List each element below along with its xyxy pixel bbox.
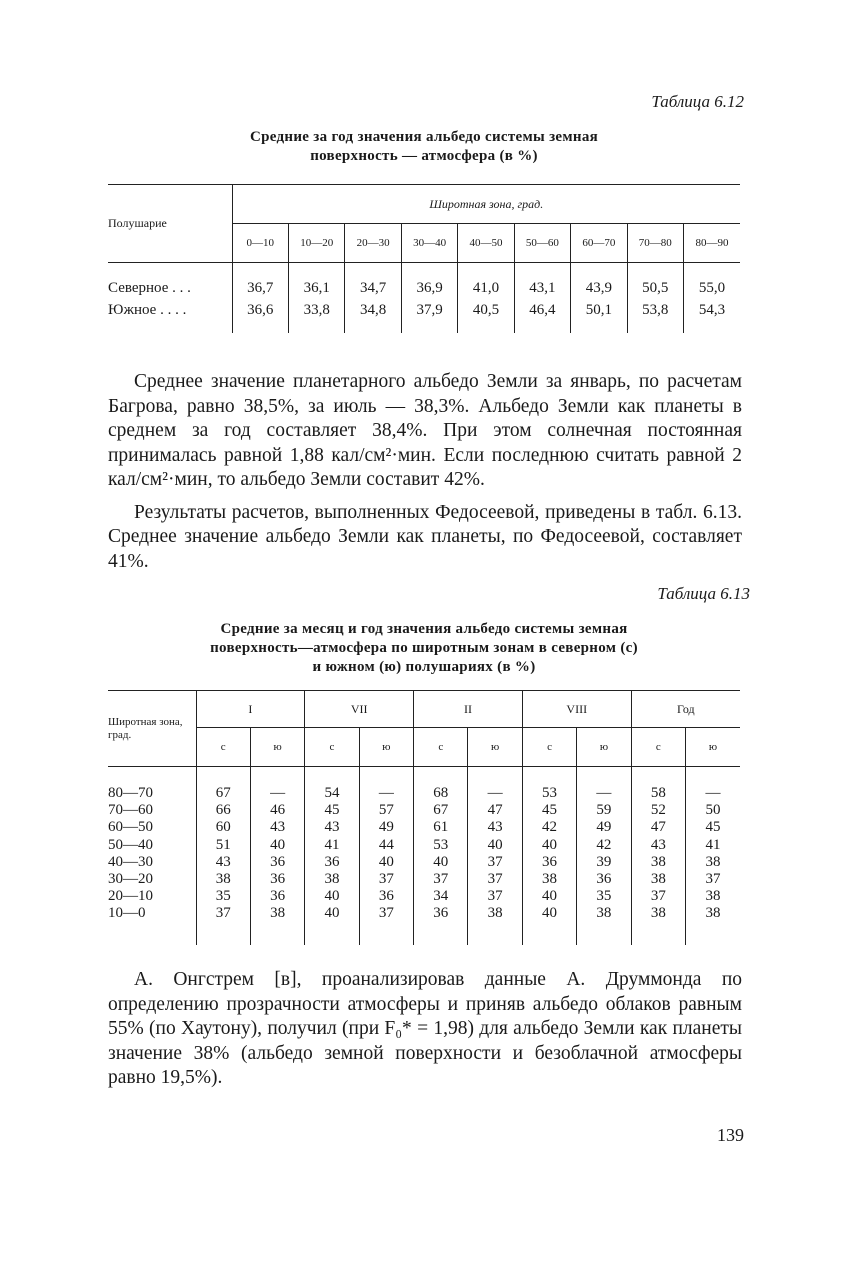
hemisphere-header: ю <box>577 728 631 767</box>
table-cell: 46 <box>250 802 304 819</box>
table-cell: 38 <box>305 871 359 888</box>
table-cell: 41 <box>686 837 740 854</box>
table-cell: 36 <box>250 888 304 905</box>
table-cell: 38 <box>196 871 250 888</box>
table-cell: 36 <box>250 871 304 888</box>
table-cell: 38 <box>577 905 631 944</box>
table-cell: 38 <box>686 854 740 871</box>
row-label: Северное . . . <box>108 279 191 296</box>
table-cell: 38 <box>631 871 685 888</box>
table-cell: 37 <box>631 888 685 905</box>
table-cell: 36,7 <box>232 263 288 300</box>
table-cell: — <box>577 767 631 803</box>
table-cell: 39 <box>577 854 631 871</box>
table-cell: — <box>686 767 740 803</box>
table-title-line: Средние за год значения альбедо системы земная <box>249 129 599 145</box>
row-label: Южное . . . . <box>108 301 187 318</box>
row-label: 30—20 <box>108 871 153 888</box>
table-cell: 35 <box>196 888 250 905</box>
hemisphere-header: с <box>414 728 468 767</box>
month-header: I <box>196 691 305 728</box>
table-cell: 43,1 <box>514 263 570 300</box>
table-cell: 46,4 <box>514 299 570 333</box>
hemisphere-header: с <box>631 728 685 767</box>
hemisphere-header: с <box>305 728 359 767</box>
table-cell: 37 <box>359 871 413 888</box>
paragraph: Среднее значение планетарного альбедо Земли за январь, по расчетам Багрова, равно 38,5%, за июль — 38,3%. Альбедо Земли как планеты в среднем за год составляет 38,4%. При этом солнечная постоянная принималась равной 1,88 кал/см²·мин. Если последнюю считать равной 2 кал/см²·мин, то альбедо Земли составит 42%. <box>108 371 742 490</box>
paragraph: Результаты расчетов, выполненных Федосеевой, приведены в табл. 6.13. Среднее значение альбедо Земли как планеты, по Федосеевой, составляет 41%. <box>108 501 742 572</box>
table-cell: 37 <box>468 871 522 888</box>
table-cell: 42 <box>577 837 631 854</box>
row-label: 40—30 <box>108 853 153 870</box>
table-cell: 59 <box>577 802 631 819</box>
table-caption: Таблица 6.12 <box>651 92 744 111</box>
table-cell: 45 <box>522 802 576 819</box>
table-cell: — <box>250 767 304 803</box>
table-cell: 40 <box>522 837 576 854</box>
table-cell: 50,1 <box>571 299 627 333</box>
table-cell: 53 <box>414 837 468 854</box>
hemisphere-header: с <box>522 728 576 767</box>
table-title <box>108 620 740 677</box>
table-cell: 37 <box>359 905 413 944</box>
table-cell: 40 <box>522 905 576 944</box>
table-cell: 67 <box>196 767 250 803</box>
table-cell: 68 <box>414 767 468 803</box>
table-cell: 36 <box>359 888 413 905</box>
table-cell: 34,7 <box>345 263 401 300</box>
table-cell: 61 <box>414 819 468 836</box>
row-label: 50—40 <box>108 836 153 853</box>
zone-header: 70—80 <box>627 224 683 263</box>
table-cell: 43 <box>250 819 304 836</box>
hemisphere-header: с <box>196 728 250 767</box>
table-cell: 47 <box>468 802 522 819</box>
table-cell: 40 <box>522 888 576 905</box>
table-cell: 40 <box>305 905 359 944</box>
table-cell: 67 <box>414 802 468 819</box>
table-cell: 42 <box>522 819 576 836</box>
table-cell: 38 <box>686 905 740 944</box>
table-cell: 36 <box>522 854 576 871</box>
albedo-monthly-table <box>108 690 740 945</box>
zone-header: 10—20 <box>289 224 345 263</box>
albedo-annual-table <box>108 184 740 333</box>
zone-header: 80—90 <box>683 224 740 263</box>
row-label: 60—50 <box>108 819 153 836</box>
table-cell: 38 <box>631 905 685 944</box>
table-cell: 35 <box>577 888 631 905</box>
table-title-line: Средние за месяц и год значения альбедо системы земная <box>220 621 628 637</box>
table-cell: 45 <box>305 802 359 819</box>
table-cell: 58 <box>631 767 685 803</box>
table-cell: 55,0 <box>683 263 740 300</box>
table-cell: 36,9 <box>401 263 457 300</box>
row-label: 80—70 <box>108 785 153 802</box>
table-row <box>108 905 740 944</box>
table-cell: 36 <box>414 905 468 944</box>
table-cell: 38 <box>468 905 522 944</box>
table-title <box>108 128 740 166</box>
zone-header: 0—10 <box>232 224 288 263</box>
table-row <box>108 767 740 803</box>
hemisphere-header: ю <box>250 728 304 767</box>
table-caption: Таблица 6.13 <box>657 584 750 603</box>
table-row <box>108 854 740 871</box>
month-header: VIII <box>522 691 631 728</box>
table-cell: 38 <box>631 854 685 871</box>
paragraph: А. Онгстрем [в], проанализировав данные А. Друммонда по определению прозрачности атмосферы и приняв альбедо облаков равным 55% (по Хаутону), получил (при F₀* = 1,98) для альбедо Земли как планеты значение 38% (альбедо земной поверхности и безоблачной атмосферы равно 19,5%). <box>108 969 742 1088</box>
table-cell: 57 <box>359 802 413 819</box>
table-cell: — <box>359 767 413 803</box>
table-row <box>108 888 740 905</box>
table-cell: 44 <box>359 837 413 854</box>
month-header: Год <box>631 691 740 728</box>
table-cell: 34 <box>414 888 468 905</box>
table-cell: 40 <box>305 888 359 905</box>
table-cell: 66 <box>196 802 250 819</box>
row-label: 20—10 <box>108 888 153 905</box>
table-cell: 53,8 <box>627 299 683 333</box>
body-text <box>108 370 742 574</box>
table-cell: 37 <box>468 854 522 871</box>
table-cell: 43 <box>305 819 359 836</box>
table-title-line: и южном (ю) полушариях (в %) <box>312 659 536 675</box>
table-cell: 51 <box>196 837 250 854</box>
table-cell: 52 <box>631 802 685 819</box>
month-header: VII <box>305 691 414 728</box>
hemisphere-header: ю <box>359 728 413 767</box>
table-cell: 37 <box>686 871 740 888</box>
table-cell: 41,0 <box>458 263 514 300</box>
column-header: Широтная зона, град. <box>232 185 740 224</box>
hemisphere-header: ю <box>468 728 522 767</box>
table-cell: 37 <box>196 905 250 944</box>
month-header: II <box>414 691 523 728</box>
column-header: Широтная зона, град. <box>108 691 196 767</box>
body-text <box>108 968 742 1091</box>
table-cell: 43 <box>468 819 522 836</box>
table-cell: 60 <box>196 819 250 836</box>
table-cell: 40 <box>359 854 413 871</box>
zone-header: 30—40 <box>401 224 457 263</box>
table-cell: 40 <box>468 837 522 854</box>
table-cell: 41 <box>305 837 359 854</box>
table-row <box>108 299 740 333</box>
table-cell: 36,1 <box>289 263 345 300</box>
table-cell: 38 <box>522 871 576 888</box>
table-cell: 34,8 <box>345 299 401 333</box>
table-cell: 33,8 <box>289 299 345 333</box>
zone-header: 20—30 <box>345 224 401 263</box>
table-cell: 37,9 <box>401 299 457 333</box>
table-row <box>108 871 740 888</box>
table-cell: 49 <box>359 819 413 836</box>
table-cell: 36 <box>250 854 304 871</box>
table-cell: 43 <box>196 854 250 871</box>
table-cell: 36 <box>577 871 631 888</box>
table-cell: 54 <box>305 767 359 803</box>
row-label: 10—0 <box>108 905 146 922</box>
page-number: 139 <box>717 1125 744 1145</box>
table-cell: 38 <box>686 888 740 905</box>
table-cell: 43 <box>631 837 685 854</box>
table-cell: — <box>468 767 522 803</box>
table-row <box>108 837 740 854</box>
column-header: Полушарие <box>108 185 232 263</box>
table-cell: 40 <box>414 854 468 871</box>
table-cell: 36 <box>305 854 359 871</box>
table-cell: 53 <box>522 767 576 803</box>
row-label: 70—60 <box>108 802 153 819</box>
table-cell: 43,9 <box>571 263 627 300</box>
table-row <box>108 263 740 300</box>
table-cell: 47 <box>631 819 685 836</box>
table-cell: 37 <box>414 871 468 888</box>
table-cell: 50,5 <box>627 263 683 300</box>
zone-header: 50—60 <box>514 224 570 263</box>
table-cell: 37 <box>468 888 522 905</box>
table-cell: 45 <box>686 819 740 836</box>
zone-header: 40—50 <box>458 224 514 263</box>
table-cell: 54,3 <box>683 299 740 333</box>
table-cell: 38 <box>250 905 304 944</box>
hemisphere-header: ю <box>686 728 740 767</box>
table-title-line: поверхность—атмосфера по широтным зонам в северном (с) <box>210 640 638 656</box>
table-row <box>108 802 740 819</box>
table-cell: 50 <box>686 802 740 819</box>
table-cell: 49 <box>577 819 631 836</box>
table-cell: 40 <box>250 837 304 854</box>
table-cell: 40,5 <box>458 299 514 333</box>
table-title-line: поверхность — атмосфера (в %) <box>310 148 538 164</box>
table-row <box>108 819 740 836</box>
zone-header: 60—70 <box>571 224 627 263</box>
table-cell: 36,6 <box>232 299 288 333</box>
